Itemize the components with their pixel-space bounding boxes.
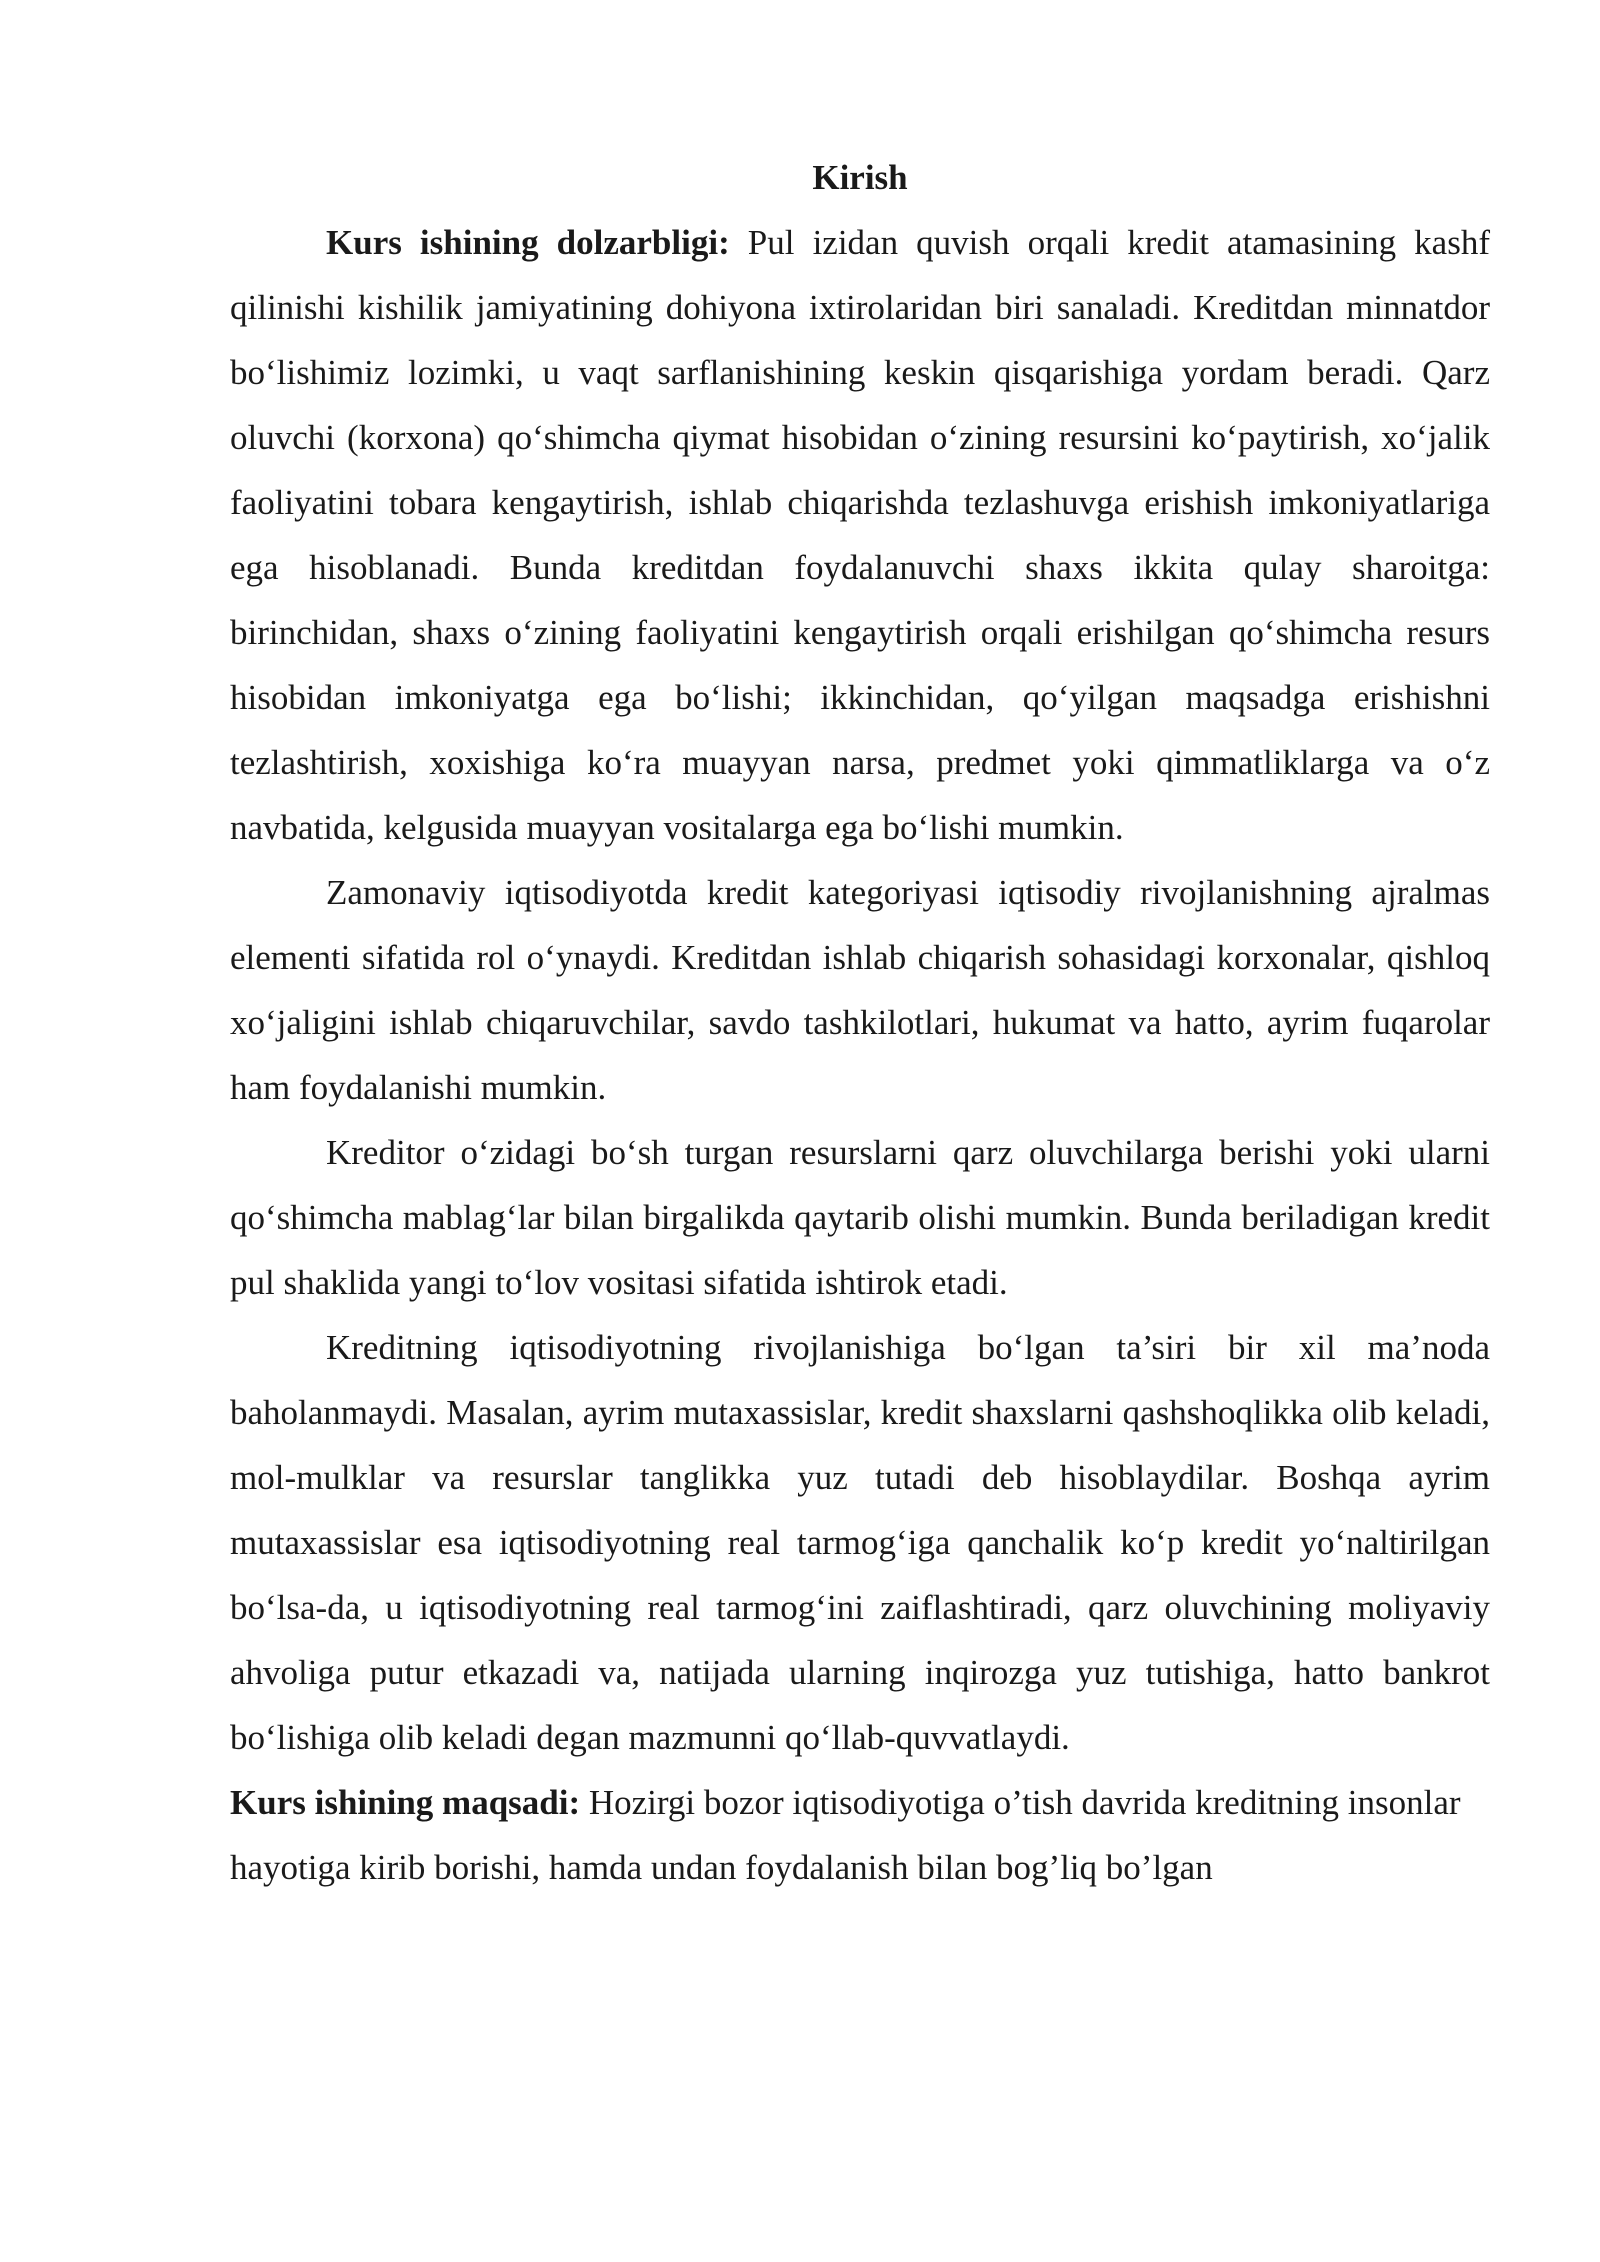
paragraph-creditor: Kreditor o‘zidagi bo‘sh turgan resurslarni qarz oluvchilarga berishi yoki ularni qo‘shimcha mablag‘lar bilan birgalikda qaytarib olishi mumkin. Bunda beriladigan kredit pul shaklida yangi to‘lov vositasi sifatida ishtirok etadi. [230,1133,1490,1302]
paragraph-lead: Kurs ishining maqsadi: [230,1783,581,1822]
paragraph-relevance [230,210,1490,860]
paragraph-credit-impact: Kreditning iqtisodiyotning rivojlanishiga bo‘lgan ta’siri bir xil ma’noda baholanmaydi. Masalan, ayrim mutaxassislar, kredit shaxslarni qashshoqlikka olib keladi, mol-mulklar va resurslar tanglikka yuz tutadi deb hisoblaydilar. Boshqa ayrim mutaxassislar esa iqtisodiyotning real tarmog‘iga qanchalik ko‘p kredit yo‘naltirilgan bo‘lsa-da, u iqtisodiyotning real tarmog‘ini zaiflashtiradi, qarz oluvchining moliyaviy ahvoliga putur etkazadi va, natijada ularning inqirozga yuz tutishiga, hatto bankrot bo‘lishiga olib keladi degan mazmunni qo‘llab-quvvatlaydi. [230,1328,1490,1757]
paragraph-text: Hozirgi bozor iqtisodiyotiga o’tish davrida kreditning insonlar hayotiga kirib borishi, hamda undan foydalanish bilan bog’liq bo’lgan [230,1783,1461,1887]
paragraph-lead: Kurs ishining dolzarbligi: [326,223,730,262]
document-page [230,145,1490,1900]
paragraph-purpose [230,1770,1490,1900]
document-title: Kirish [812,158,908,197]
paragraph-modern-economy: Zamonaviy iqtisodiyotda kredit kategoriyasi iqtisodiy rivojlanishning ajralmas elementi sifatida rol o‘ynaydi. Kreditdan ishlab chiqarish sohasidagi korxonalar, qishloq xo‘jaligini ishlab chiqaruvchilar, savdo tashkilotlari, hukumat va hatto, ayrim fuqarolar ham foydalanishi mumkin. [230,873,1490,1107]
paragraph-text: Pul izidan quvish orqali kredit atamasining kashf qilinishi kishilik jamiyatining dohiyona ixtirolaridan biri sanaladi. Kreditdan minnatdor bo‘lishimiz lozimki, u vaqt sarflanishining keskin qisqarishiga yordam beradi. Qarz oluvchi (korxona) qo‘shimcha qiymat hisobidan o‘zining resursini ko‘paytirish, xo‘jalik faoliyatini tobara kengaytirish, ishlab chiqarishda tezlashuvga erishish imkoniyatlariga ega hisoblanadi. Bunda kreditdan foydalanuvchi shaxs ikkita qulay sharoitga: birinchidan, shaxs o‘zining faoliyatini kengaytirish orqali erishilgan qo‘shimcha resurs hisobidan imkoniyatga ega bo‘lishi; ikkinchidan, qo‘yilgan maqsadga erishishni tezlashtirish, xoxishiga ko‘ra muayyan narsa, predmet yoki qimmatliklarga va o‘z navbatida, kelgusida muayyan vositalarga ega bo‘lishi mumkin. [230,223,1490,847]
